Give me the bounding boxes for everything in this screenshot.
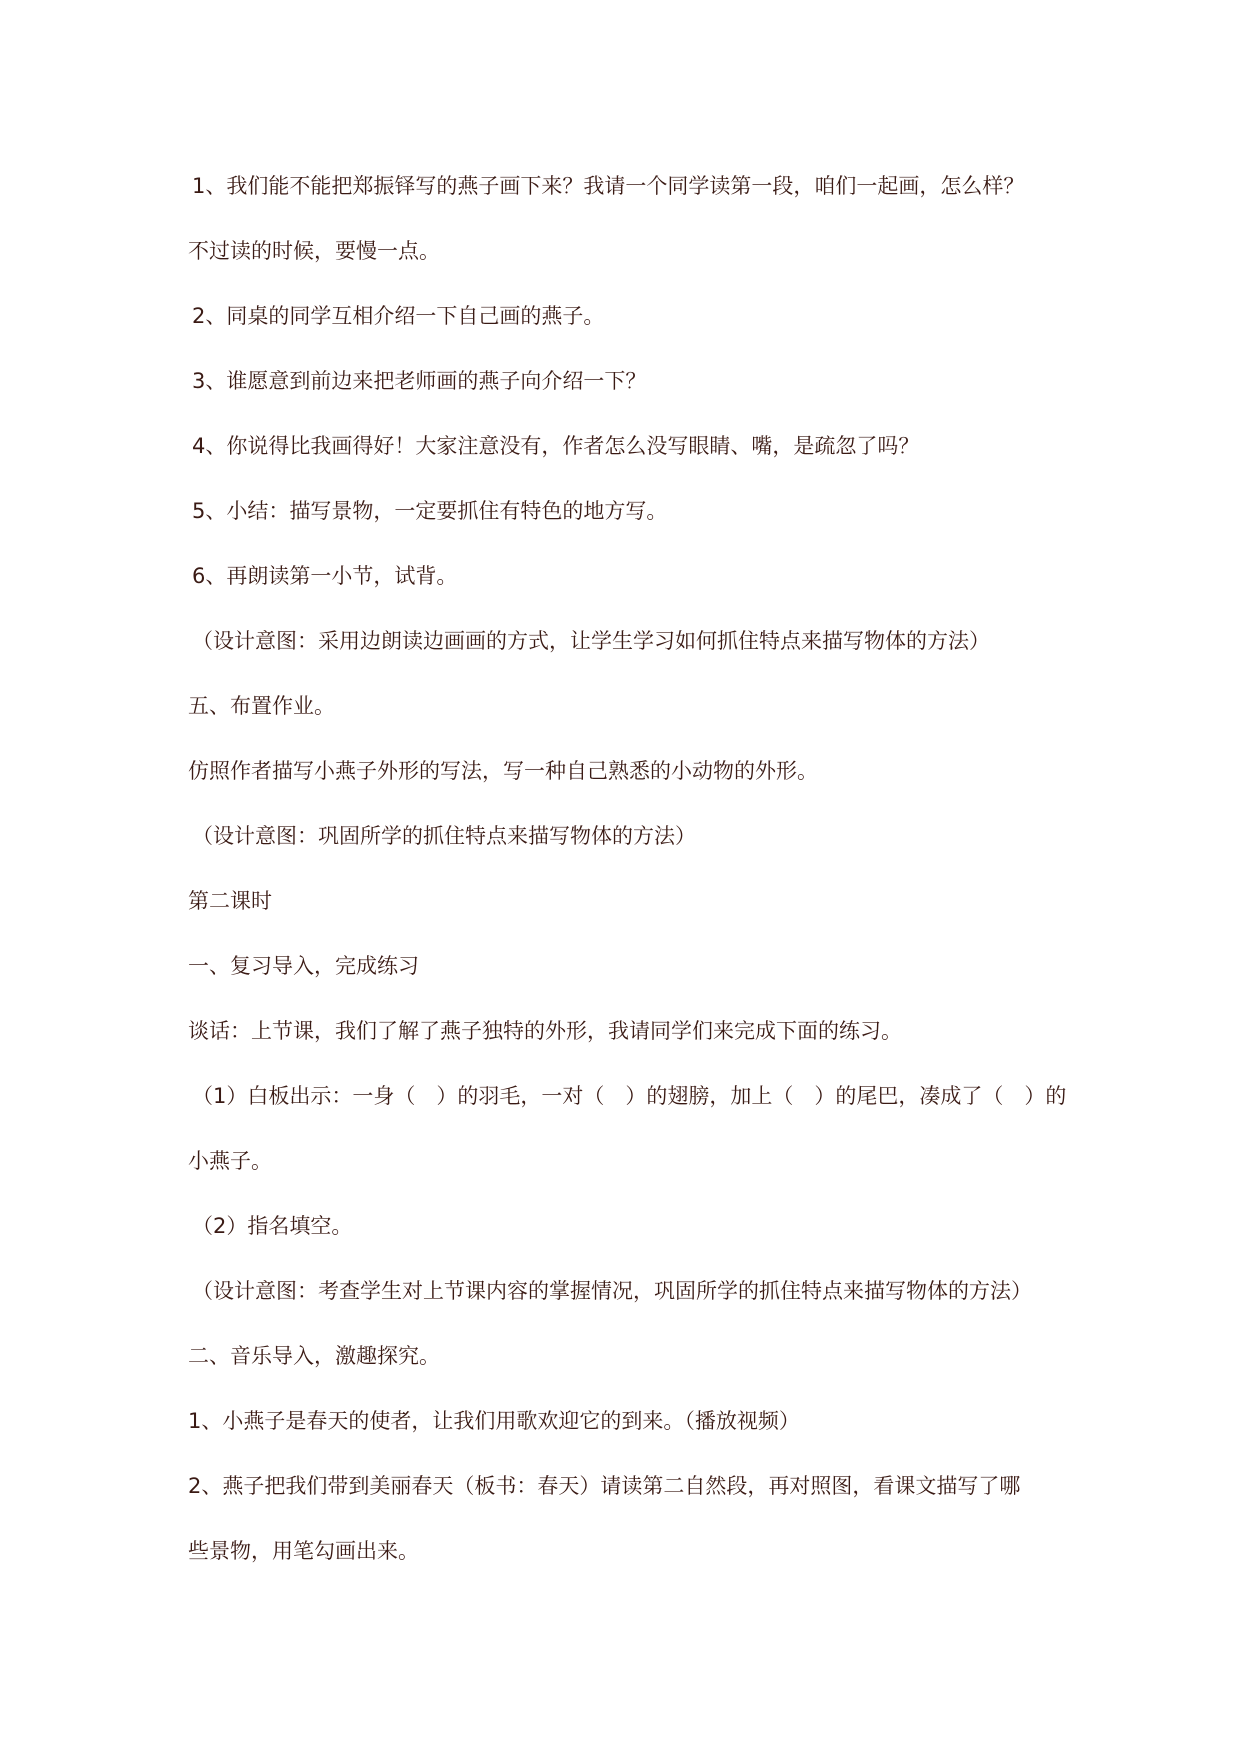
paragraph-line: 2、燕子把我们带到美丽春天（板书：春天）请读第二自然段，再对照图，看课文描写了哪: [188, 1474, 1021, 1498]
paragraph-line: 仿照作者描写小燕子外形的写法，写一种自己熟悉的小动物的外形。: [188, 759, 818, 783]
paragraph-line: 1、小燕子是春天的使者，让我们用歌欢迎它的到来。（播放视频）: [188, 1409, 800, 1433]
section-heading: 五、布置作业。: [188, 694, 335, 718]
design-intent-note: （设计意图：考查学生对上节课内容的掌握情况，巩固所学的抓住特点来描写物体的方法）: [192, 1279, 1032, 1303]
design-intent-note: （设计意图：巩固所学的抓住特点来描写物体的方法）: [192, 824, 696, 848]
section-heading: 二、音乐导入，激趣探究。: [188, 1344, 440, 1368]
paragraph-line: 1、我们能不能把郑振铎写的燕子画下来？我请一个同学读第一段，咱们一起画，怎么样？: [192, 174, 1025, 198]
section-heading: 一、复习导入，完成练习: [188, 954, 419, 978]
paragraph-line: 不过读的时候，要慢一点。: [188, 239, 440, 263]
paragraph-line: 3、谁愿意到前边来把老师画的燕子向介绍一下？: [192, 369, 647, 393]
paragraph-line: 些景物，用笔勾画出来。: [188, 1539, 419, 1563]
design-intent-note: （设计意图：采用边朗读边画画的方式，让学生学习如何抓住特点来描写物体的方法）: [192, 629, 990, 653]
exercise-line: 小燕子。: [188, 1149, 272, 1173]
paragraph-line: 4、你说得比我画得好！大家注意没有，作者怎么没写眼睛、嘴，是疏忽了吗？: [192, 434, 920, 458]
paragraph-line: 6、再朗读第一小节，试背。: [192, 564, 458, 588]
lesson-heading: 第二课时: [188, 889, 272, 913]
paragraph-line: 2、同桌的同学互相介绍一下自己画的燕子。: [192, 304, 605, 328]
paragraph-line: 谈话：上节课，我们了解了燕子独特的外形，我请同学们来完成下面的练习。: [188, 1019, 902, 1043]
paragraph-line: 5、小结：描写景物，一定要抓住有特色的地方写。: [192, 499, 668, 523]
exercise-line: （2）指名填空。: [192, 1214, 353, 1238]
exercise-line: （1）白板出示：一身（ ）的羽毛，一对（ ）的翅膀，加上（ ）的尾巴，凑成了（ ）的: [192, 1084, 1067, 1108]
